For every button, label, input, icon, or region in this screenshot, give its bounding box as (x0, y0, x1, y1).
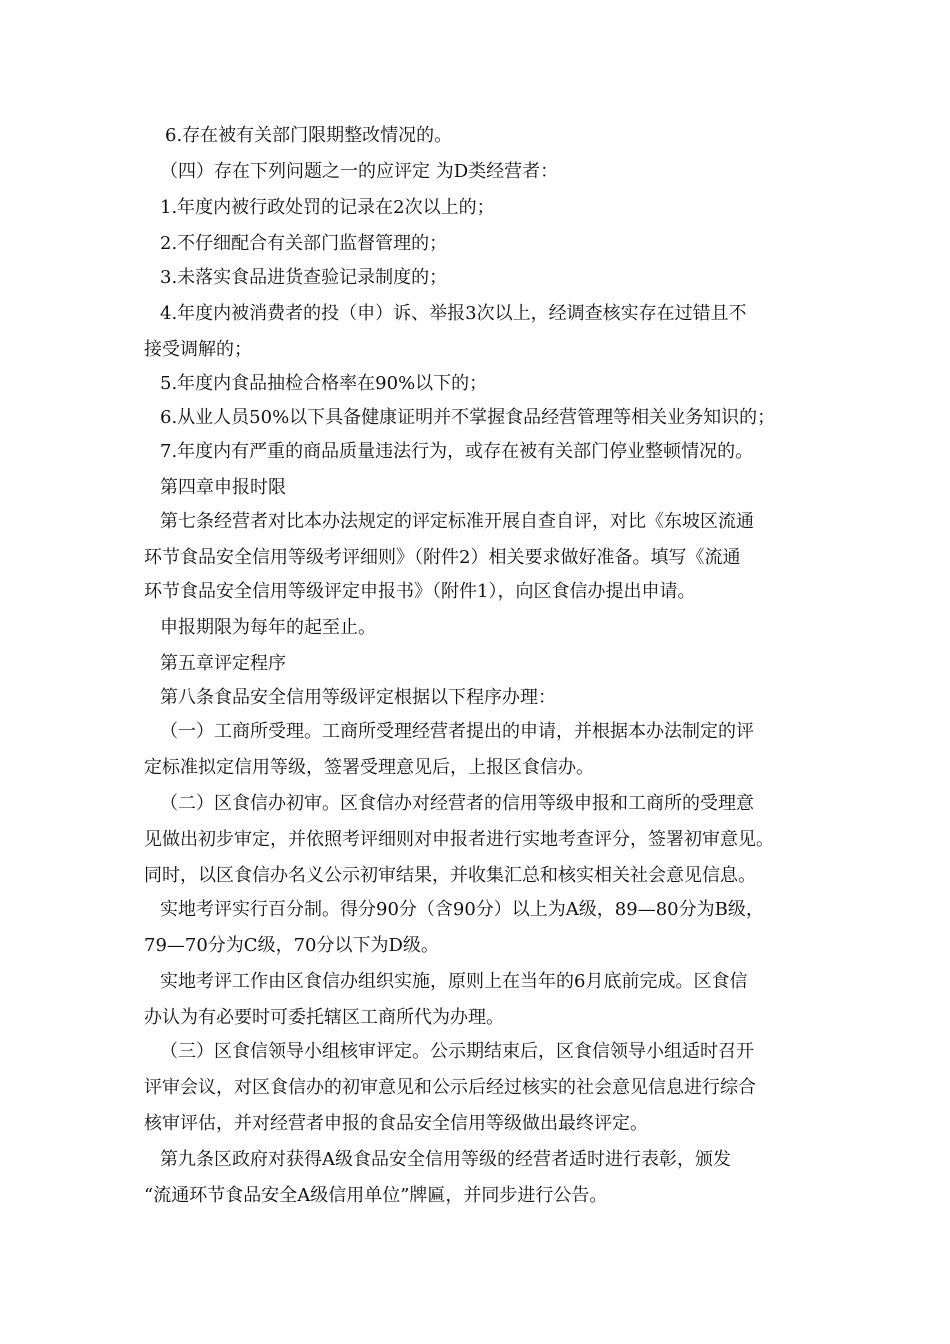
text-line: 79—70分为C级，70分以下为D级。 (144, 935, 439, 956)
text-line: 3.未落实食品进货查验记录制度的； (160, 267, 448, 288)
text-line: （一）工商所受理。工商所受理经营者提出的申请，并根据本办法制定的评 (160, 721, 754, 742)
text-line: 第七条经营者对比本办法规定的评定标准开展自查自评，对比《东坡区流通 (160, 511, 754, 532)
text-line: 6.从业人员50%以下具备健康证明并不掌握食品经营管理等相关业务知识的； (160, 407, 776, 428)
text-line: 2.不仔细配合有关部门监督管理的； (160, 233, 448, 254)
text-line: 实地考评工作由区食信办组织实施，原则上在当年的6月底前完成。区食信 (160, 971, 748, 992)
text-line: 实地考评实行百分制。得分90分（含90分）以上为A级，89—80分为B级， (160, 899, 764, 920)
text-line: 第九条区政府对获得A级食品安全信用等级的经营者适时进行表彰，颁发 (160, 1149, 731, 1170)
chapter-heading: 第四章申报时限 (160, 477, 286, 498)
text-line: 评审会议，对区食信办的初审意见和公示后经过核实的社会意见信息进行综合 (144, 1077, 756, 1098)
text-line: 第八条食品安全信用等级评定根据以下程序办理： (160, 687, 556, 708)
text-line: 办认为有必要时可委托辖区工商所代为办理。 (144, 1007, 504, 1028)
text-line: 7.年度内有严重的商品质量违法行为，或存在被有关部门停业整顿情况的。 (160, 441, 754, 462)
text-line: （四）存在下列问题之一的应评定 为D类经营者： (160, 161, 559, 182)
text-line: 1.年度内被行政处罚的记录在2次以上的； (160, 197, 495, 218)
text-line: （二）区食信办初审。区食信办对经营者的信用等级申报和工商所的受理意 (160, 793, 754, 814)
text-line: 接受调解的； (144, 339, 252, 360)
text-line: 环节食品安全信用等级评定申报书》（附件1），向区食信办提出申请。 (144, 581, 696, 602)
text-line: “流通环节食品安全A级信用单位”牌匾，并同步进行公告。 (144, 1185, 608, 1206)
text-line: 定标准拟定信用等级，签署受理意见后，上报区食信办。 (144, 757, 594, 778)
text-line: 6.存在被有关部门限期整改情况的。 (165, 125, 453, 146)
text-line: 申报期限为每年的起至止。 (160, 617, 376, 638)
text-line: 5.年度内食品抽检合格率在90%以下的； (160, 373, 488, 394)
text-line: 同时，以区食信办名义公示初审结果，并收集汇总和核实相关社会意见信息。 (144, 865, 756, 886)
chapter-heading: 第五章评定程序 (160, 653, 286, 674)
text-line: 环节食品安全信用等级考评细则》（附件2）相关要求做好准备。填写《流通 (144, 547, 741, 568)
text-line: （三）区食信领导小组核审评定。公示期结束后，区食信领导小组适时召开 (160, 1041, 754, 1062)
text-line: 见做出初步审定，并依照考评细则对申报者进行实地考查评分，签署初审意见。 (144, 829, 774, 850)
text-line: 核审评估，并对经营者申报的食品安全信用等级做出最终评定。 (144, 1113, 648, 1134)
text-line: 4.年度内被消费者的投（申）诉、举报3次以上，经调查核实存在过错且不 (160, 303, 747, 324)
